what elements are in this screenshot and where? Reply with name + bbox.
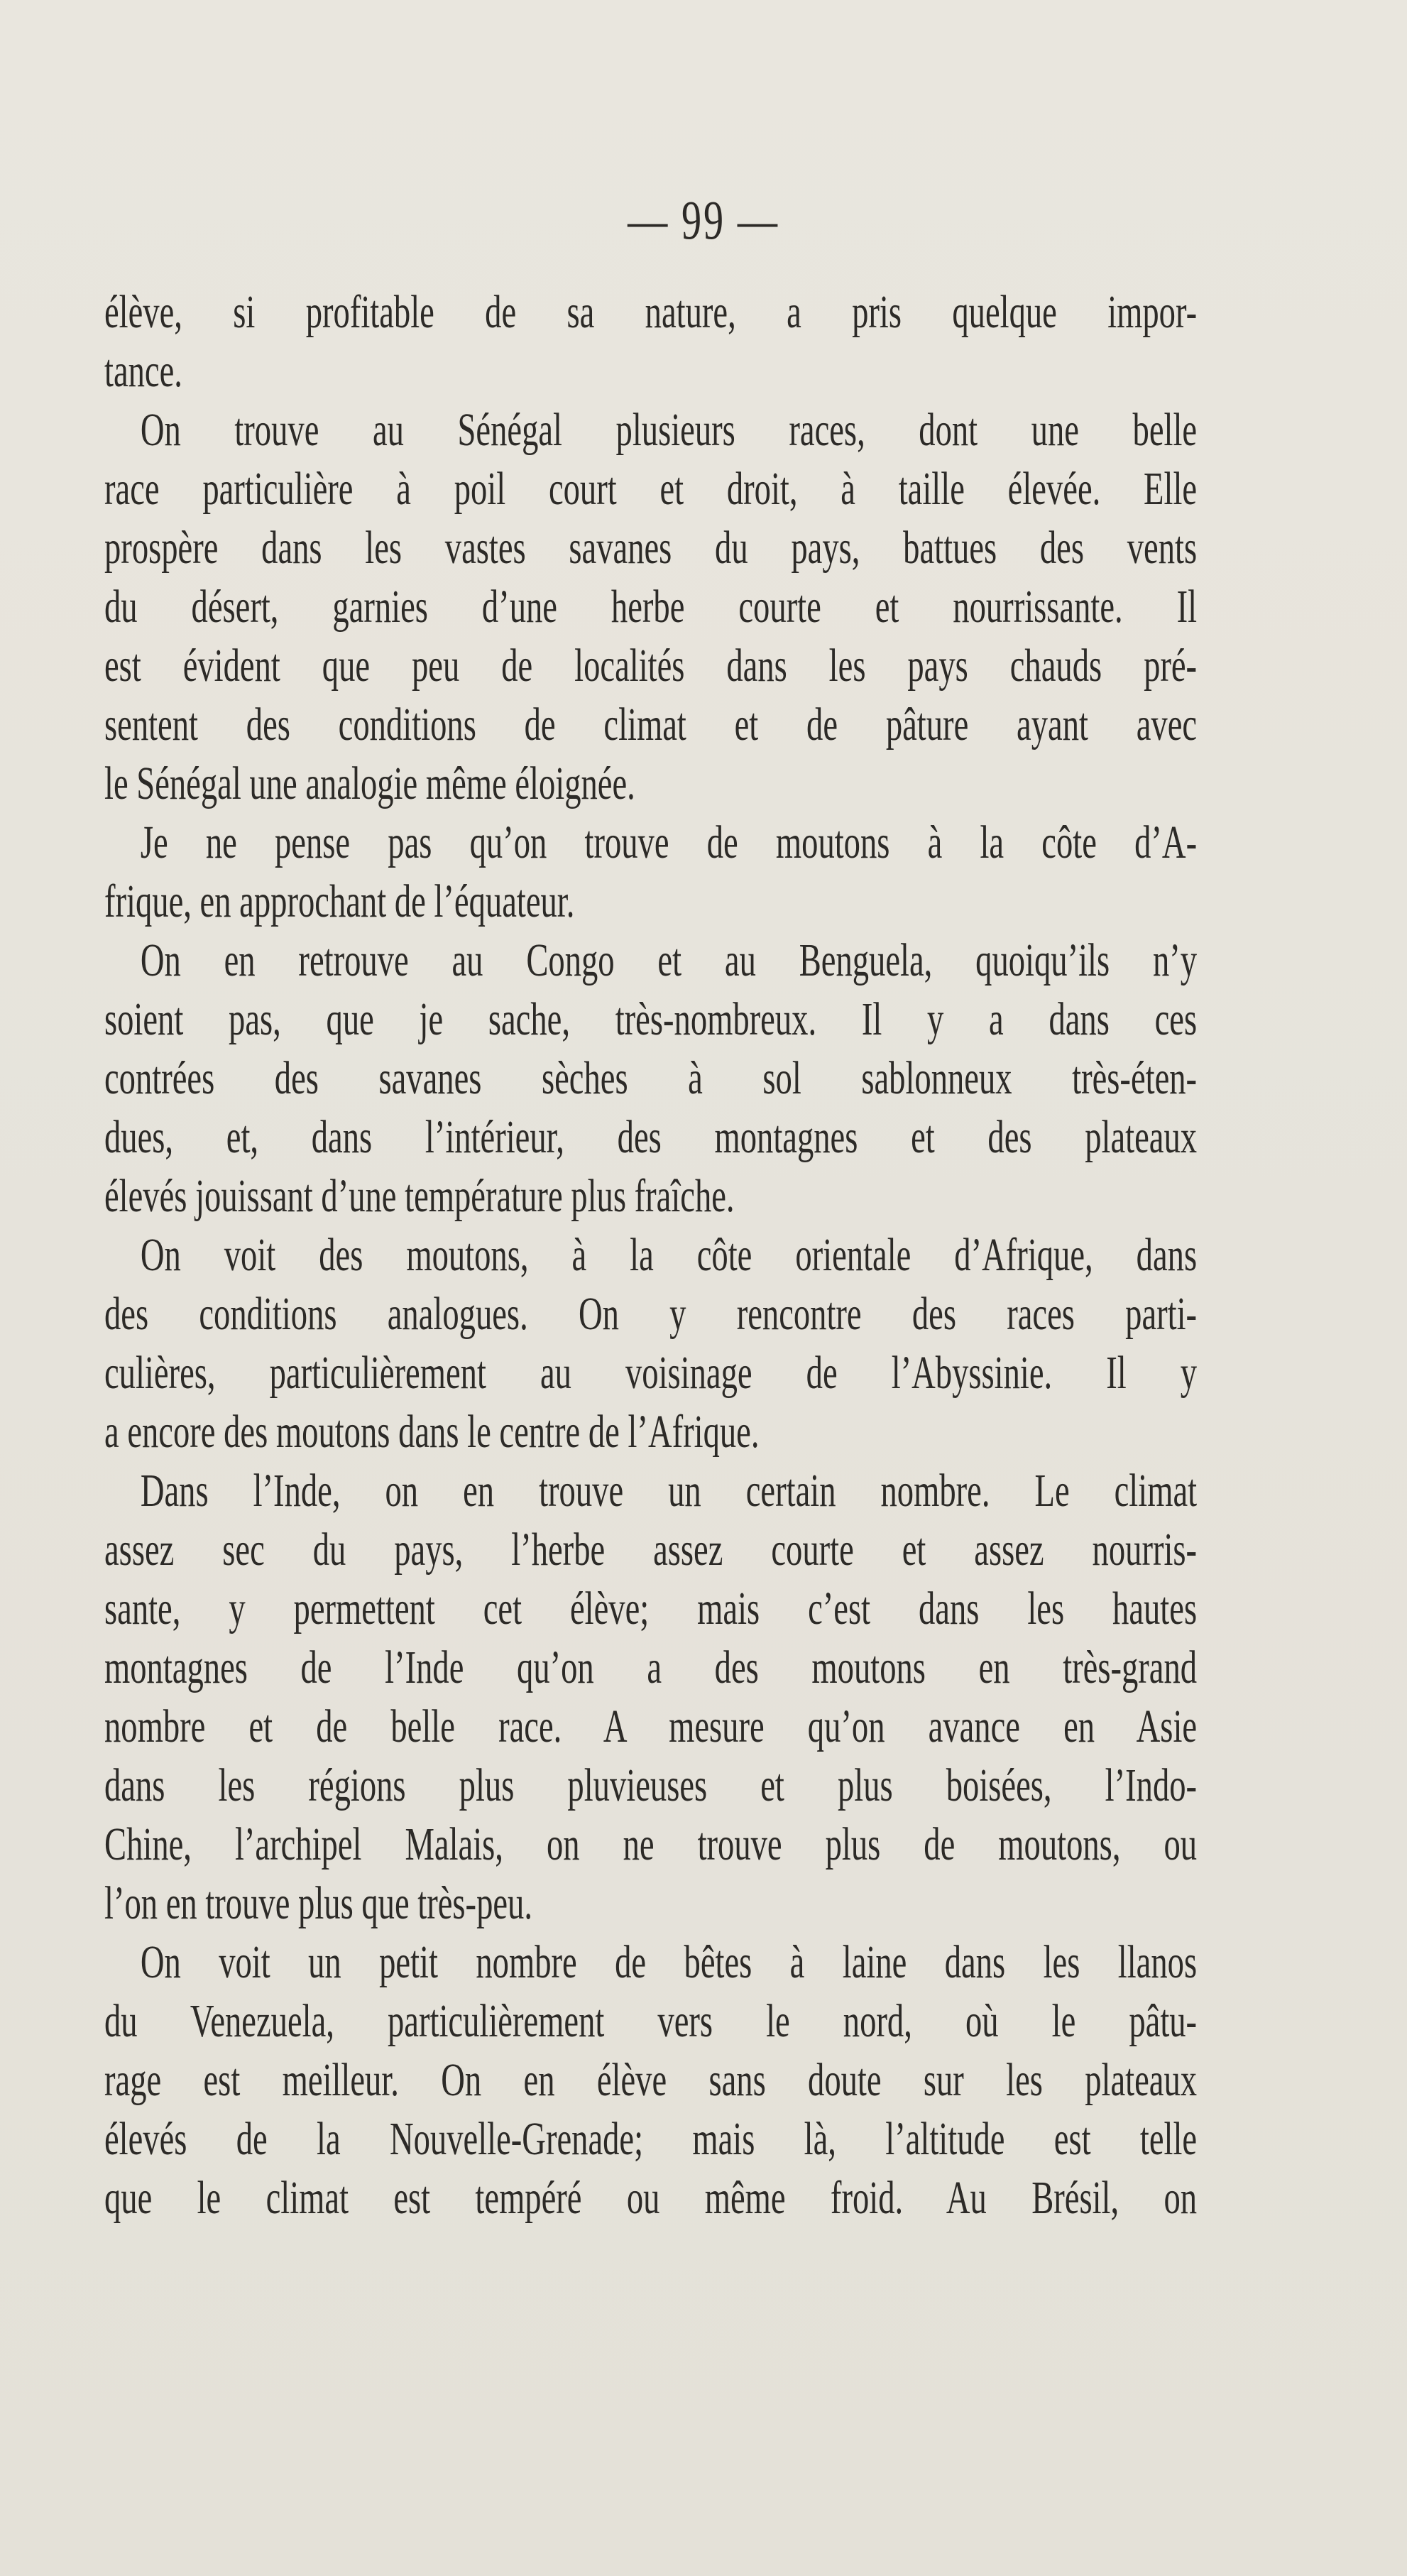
text-line: Chine, l’archipel Malais, on ne trouve plus de moutons, ou [104, 1818, 1198, 1870]
text-line: dans les régions plus pluvieuses et plus boisées, l’Indo- [104, 1759, 1198, 1811]
text-line: est évident que peu de localités dans les pays chauds pré- [104, 640, 1198, 692]
text-line: tance. [104, 345, 182, 397]
text-line: nombre et de belle race. A mesure qu’on avance en Asie [104, 1701, 1198, 1752]
text-line: des conditions analogues. On y rencontre des races parti- [104, 1288, 1198, 1340]
text-line: On trouve au Sénégal plusieurs races, dont une belle [140, 404, 1198, 456]
text-line: montagnes de l’Inde qu’on a des moutons en très-grand [104, 1642, 1198, 1693]
text-line: Dans l’Inde, on en trouve un certain nombre. Le climat [140, 1465, 1198, 1517]
text-line: élevés de la Nouvelle-Grenade; mais là, l’altitude est telle [104, 2113, 1198, 2165]
text-line: du désert, garnies d’une herbe courte et nourrissante. Il [104, 581, 1198, 633]
text-line: que le climat est tempéré ou même froid. Au Brésil, on [104, 2172, 1198, 2224]
text-line: assez sec du pays, l’herbe assez courte et assez nourris- [104, 1524, 1198, 1576]
text-line: soient pas, que je sache, très-nombreux. Il y a dans ces [104, 993, 1198, 1045]
text-line: race particulière à poil court et droit, à taille élevée. Elle [104, 463, 1198, 515]
text-line: le Sénégal une analogie même éloignée. [104, 758, 635, 809]
text-line: On voit un petit nombre de bêtes à laine dans les llanos [140, 1936, 1198, 1988]
text-line: élevés jouissant d’une température plus fraîche. [104, 1170, 735, 1222]
text-line: sante, y permettent cet élève; mais c’est dans les hautes [104, 1583, 1198, 1634]
text-line: Je ne pense pas qu’on trouve de moutons à la côte d’A- [140, 817, 1198, 868]
text-line: contrées des savanes sèches à sol sablonneux très-éten- [104, 1052, 1198, 1104]
text-line: du Venezuela, particulièrement vers le nord, où le pâtu- [104, 1995, 1198, 2047]
text-line: culières, particulièrement au voisinage de l’Abyssinie. Il y [104, 1347, 1198, 1399]
page-number: — 99 — [628, 189, 779, 251]
text-line: l’on en trouve plus que très-peu. [104, 1877, 533, 1929]
text-line: rage est meilleur. On en élève sans doute sur les plateaux [104, 2054, 1198, 2106]
text-line: élève, si profitable de sa nature, a pris quelque impor- [104, 286, 1198, 338]
text-line: dues, et, dans l’intérieur, des montagnes et des plateaux [104, 1111, 1198, 1163]
text-line: frique, en approchant de l’équateur. [104, 875, 575, 927]
text-line: a encore des moutons dans le centre de l’Afrique. [104, 1406, 760, 1458]
body-text [104, 283, 1198, 2227]
text-line: On en retrouve au Congo et au Benguela, quoiqu’ils n’y [140, 934, 1198, 986]
text-line: prospère dans les vastes savanes du pays, battues des vents [104, 522, 1198, 574]
text-line: On voit des moutons, à la côte orientale d’Afrique, dans [140, 1229, 1198, 1281]
text-line: sentent des conditions de climat et de pâture ayant avec [104, 699, 1198, 751]
